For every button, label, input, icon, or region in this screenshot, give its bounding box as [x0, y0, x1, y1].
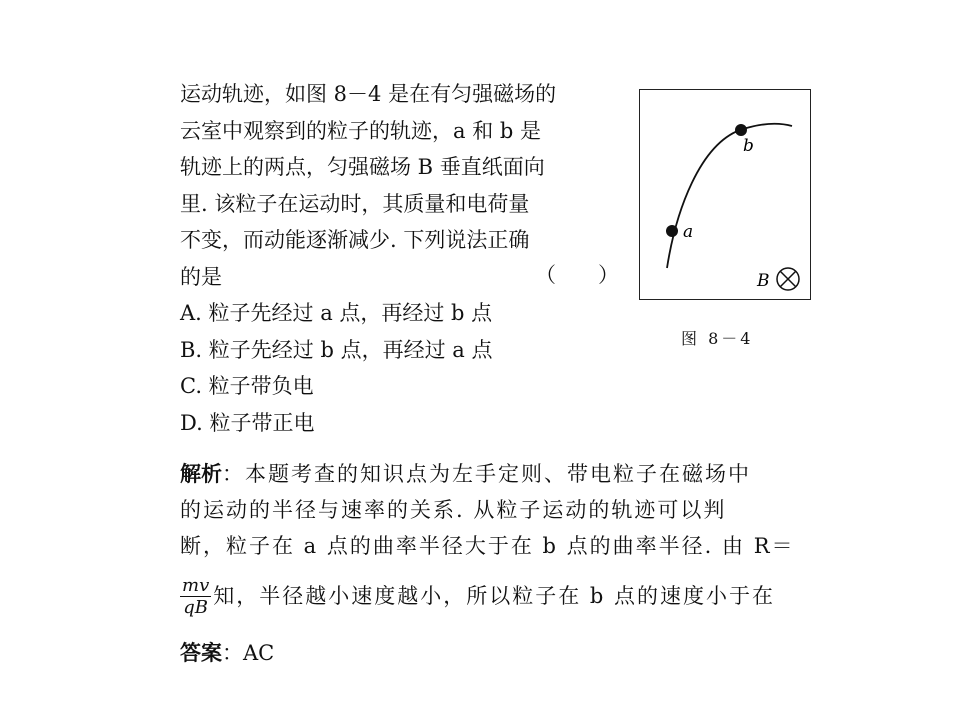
option-a: A. 粒子先经过 a 点，再经过 b 点: [180, 301, 493, 325]
answer-label: 答案: [180, 641, 222, 665]
analysis-line: 知，半径越小速度越小，所以粒子在 b 点的速度小于在: [213, 584, 776, 608]
question-line: 运动轨迹，如图 8－4 是在有匀强磁场的: [180, 82, 557, 106]
analysis-line: 断，粒子在 a 点的曲率半径大于在 b 点的曲率半径. 由 R＝: [180, 534, 795, 558]
question-line: 的是: [180, 264, 222, 289]
analysis-line: [180, 456, 805, 492]
analysis-block: [180, 456, 805, 564]
analysis-formula-line: [180, 576, 775, 619]
fraction-numerator: mv: [182, 575, 210, 596]
point-b-label: b: [743, 136, 754, 156]
option-d: D. 粒子带正电: [180, 410, 315, 435]
trajectory-diagram: [640, 90, 809, 298]
fraction-mv-qb: [180, 576, 211, 619]
point-b-dot: [735, 124, 747, 136]
question-line: 轨迹上的两点，匀强磁场 B 垂直纸面向: [180, 155, 545, 179]
option-c: C. 粒子带负电: [180, 374, 314, 398]
field-b-label: B: [757, 271, 770, 291]
point-a-label: a: [683, 222, 694, 242]
answer-blank: （ ）: [535, 263, 619, 287]
analysis-colon: ：: [222, 462, 245, 486]
question-text: [180, 76, 619, 441]
analysis-text: 本题考查的知识点为左手定则、带电粒子在磁场中: [245, 462, 751, 486]
option-b: B. 粒子先经过 b 点，再经过 a 点: [180, 337, 493, 362]
point-a-dot: [666, 225, 678, 237]
trajectory-curve: [667, 124, 792, 268]
answer-line: [180, 637, 274, 667]
question-line: 里. 该粒子在运动时，其质量和电荷量: [180, 191, 530, 216]
fraction-denominator: qB: [183, 597, 208, 618]
answer-colon: ：: [222, 641, 243, 665]
question-line: 不变，而动能逐渐减少. 下列说法正确: [180, 228, 530, 252]
field-into-page-icon: [777, 268, 799, 290]
analysis-line: 的运动的半径与速率的关系. 从粒子运动的轨迹可以判: [180, 498, 727, 522]
figure-caption: 图 8－4: [681, 329, 754, 348]
figure-8-4: [639, 89, 811, 300]
analysis-label: 解析: [180, 462, 222, 486]
question-line: 云室中观察到的粒子的轨迹，a 和 b 是: [180, 118, 541, 143]
answer-value: AC: [243, 641, 275, 665]
